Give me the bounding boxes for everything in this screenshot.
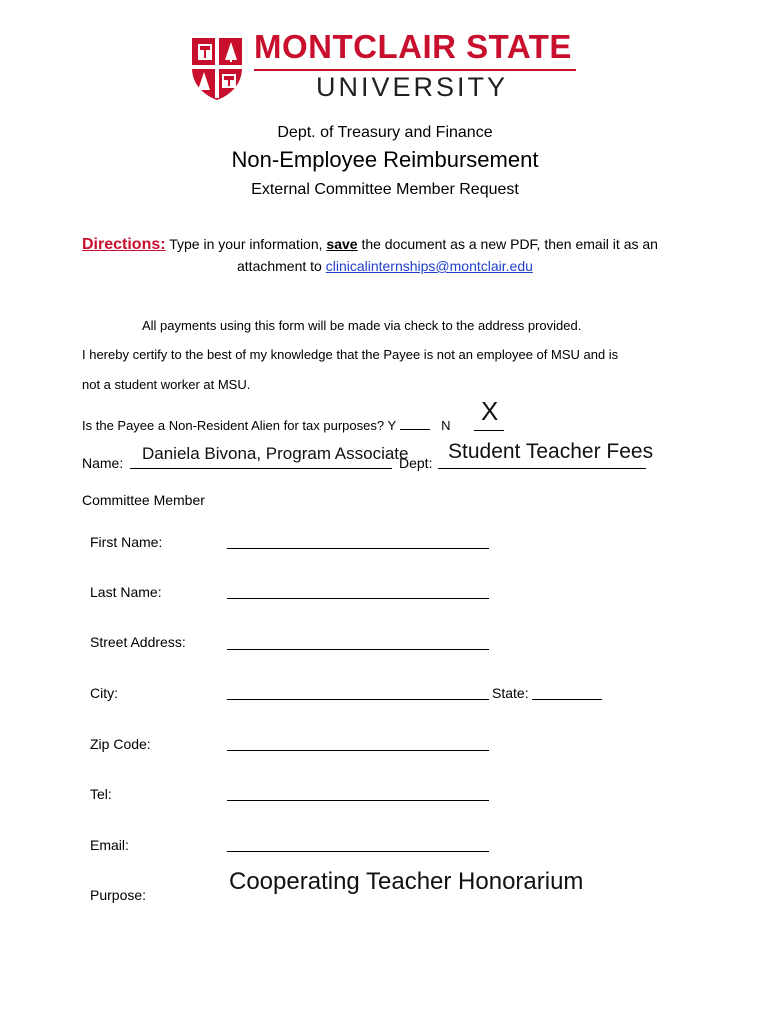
street-address-label: Street Address:: [90, 634, 186, 650]
alien-no-answer: X: [481, 396, 499, 426]
directions-label: Directions:: [82, 236, 166, 253]
directions-line2: [237, 258, 533, 274]
email-field[interactable]: [227, 851, 489, 852]
alien-no-field[interactable]: [474, 430, 504, 431]
dept-value: Student Teacher Fees: [448, 440, 654, 463]
page-subtitle: External Committee Member Request: [251, 181, 519, 198]
email-link[interactable]: clinicalinternships@montclair.edu: [325, 258, 533, 274]
first-name-label: First Name:: [90, 534, 163, 550]
certify-line2: not a student worker at MSU.: [82, 377, 251, 392]
name-value: Daniela Bivona, Program Associate: [142, 444, 409, 463]
directions-text-before: Type in your information,: [165, 236, 327, 252]
logo-divider: [254, 69, 576, 71]
first-name-field[interactable]: [227, 548, 489, 549]
directions-save-word: save: [326, 236, 358, 252]
directions-line2-prefix: attachment to: [237, 258, 326, 274]
street-address-field[interactable]: [227, 649, 489, 650]
committee-heading: Committee Member: [82, 492, 205, 508]
alien-question: [82, 415, 451, 433]
name-label: Name:: [82, 455, 124, 471]
state-label: State:: [492, 685, 529, 701]
state-field[interactable]: [532, 699, 602, 700]
certify-line1: I hereby certify to the best of my knowledge that the Payee is not an employee of MSU and is: [82, 347, 619, 362]
page-title: Non-Employee Reimbursement: [231, 147, 539, 172]
logo-wordmark-bottom: UNIVERSITY: [316, 72, 509, 102]
directions-line1: [82, 236, 658, 254]
alien-yes-field[interactable]: [400, 415, 430, 430]
city-label: City:: [90, 685, 118, 701]
email-label: Email:: [90, 837, 129, 853]
alien-n-label: N: [441, 418, 451, 433]
zip-code-field[interactable]: [227, 750, 489, 751]
name-field[interactable]: [130, 468, 392, 469]
directions-text-after: the document as a new PDF, then email it as an: [357, 236, 658, 252]
shield-icon: [188, 34, 246, 102]
dept-field[interactable]: [438, 468, 646, 469]
payments-note: All payments using this form will be made via check to the address provided.: [142, 318, 582, 333]
city-field[interactable]: [227, 699, 489, 700]
alien-question-text: Is the Payee a Non-Resident Alien for tax purposes? Y: [82, 418, 396, 433]
zip-code-label: Zip Code:: [90, 736, 151, 752]
last-name-label: Last Name:: [90, 584, 162, 600]
purpose-label: Purpose:: [90, 887, 147, 903]
tel-label: Tel:: [90, 786, 112, 802]
dept-heading: Dept. of Treasury and Finance: [277, 124, 493, 141]
university-logo: [188, 28, 580, 106]
last-name-field[interactable]: [227, 598, 489, 599]
dept-label: Dept:: [399, 455, 433, 471]
purpose-value[interactable]: Cooperating Teacher Honorarium: [229, 868, 584, 895]
logo-wordmark-top: MONTCLAIR STATE: [254, 28, 572, 65]
tel-field[interactable]: [227, 800, 489, 801]
